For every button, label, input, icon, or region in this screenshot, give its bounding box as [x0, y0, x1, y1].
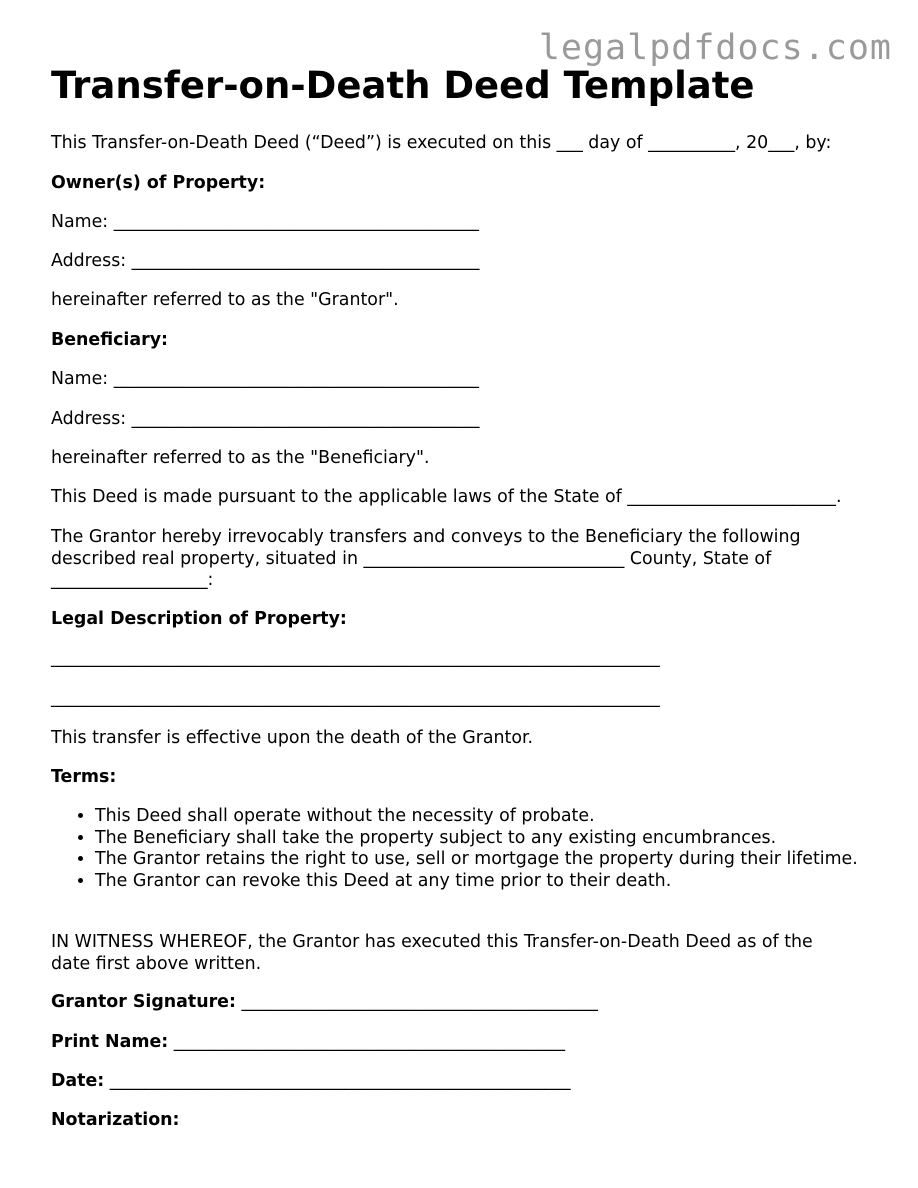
legal-description-line-1: ______________________________________________________________________	[51, 648, 660, 668]
date-label: Date:	[51, 1071, 105, 1091]
beneficiary-name-line: Name: __________________________________________	[51, 369, 479, 389]
owner-referred-text: hereinafter referred to as the "Grantor".	[51, 290, 399, 310]
conveys-text: The Grantor hereby irrevocably transfers and conveys to the Beneficiary the following described real property, situated in ______________________________ County, State of __________________:	[51, 527, 801, 590]
terms-item: • The Grantor retains the right to use, sell or mortgage the property during their lifetime.	[95, 849, 865, 871]
print-name-row	[51, 1032, 565, 1054]
print-name-line: _____________________________________________	[173, 1032, 566, 1052]
beneficiary-address-line: Address: ________________________________________	[51, 409, 480, 429]
beneficiary-referred-text: hereinafter referred to as the "Beneficiary".	[51, 448, 430, 468]
grantor-signature-label: Grantor Signature:	[51, 992, 236, 1012]
owner-address-line: Address: ________________________________________	[51, 251, 480, 271]
grantor-signature-row	[51, 992, 598, 1014]
witness-text: IN WITNESS WHEREOF, the Grantor has executed this Transfer-on-Death Deed as of the date first above written.	[51, 932, 813, 974]
document-title: Transfer-on-Death Deed Template	[51, 64, 755, 107]
beneficiary-heading: Beneficiary:	[51, 330, 168, 350]
legal-description-line-2: ______________________________________________________________________	[51, 688, 660, 708]
terms-item: • The Beneficiary shall take the property subject to any existing encumbrances.	[95, 828, 865, 850]
effective-text: This transfer is effective upon the death of the Grantor.	[51, 728, 534, 748]
watermark: legalpdfdocs.com	[538, 28, 892, 68]
pursuant-text: This Deed is made pursuant to the applicable laws of the State of ________________________.	[51, 487, 842, 507]
intro-text: This Transfer-on-Death Deed (“Deed”) is executed on this ___ day of __________, 20___, by:	[51, 133, 832, 153]
terms-item: • This Deed shall operate without the necessity of probate.	[95, 806, 865, 828]
owner-heading: Owner(s) of Property:	[51, 173, 266, 193]
date-line: _____________________________________________________	[109, 1071, 571, 1091]
grantor-signature-line: _________________________________________	[241, 992, 598, 1012]
terms-item: • The Grantor can revoke this Deed at any time prior to their death.	[95, 871, 865, 893]
print-name-label: Print Name:	[51, 1032, 169, 1052]
terms-heading: Terms:	[51, 767, 117, 787]
date-row	[51, 1071, 571, 1093]
legal-description-heading: Legal Description of Property:	[51, 609, 347, 629]
owner-name-line: Name: __________________________________________	[51, 212, 479, 232]
notarization-heading: Notarization:	[51, 1110, 180, 1130]
terms-list	[51, 806, 865, 892]
